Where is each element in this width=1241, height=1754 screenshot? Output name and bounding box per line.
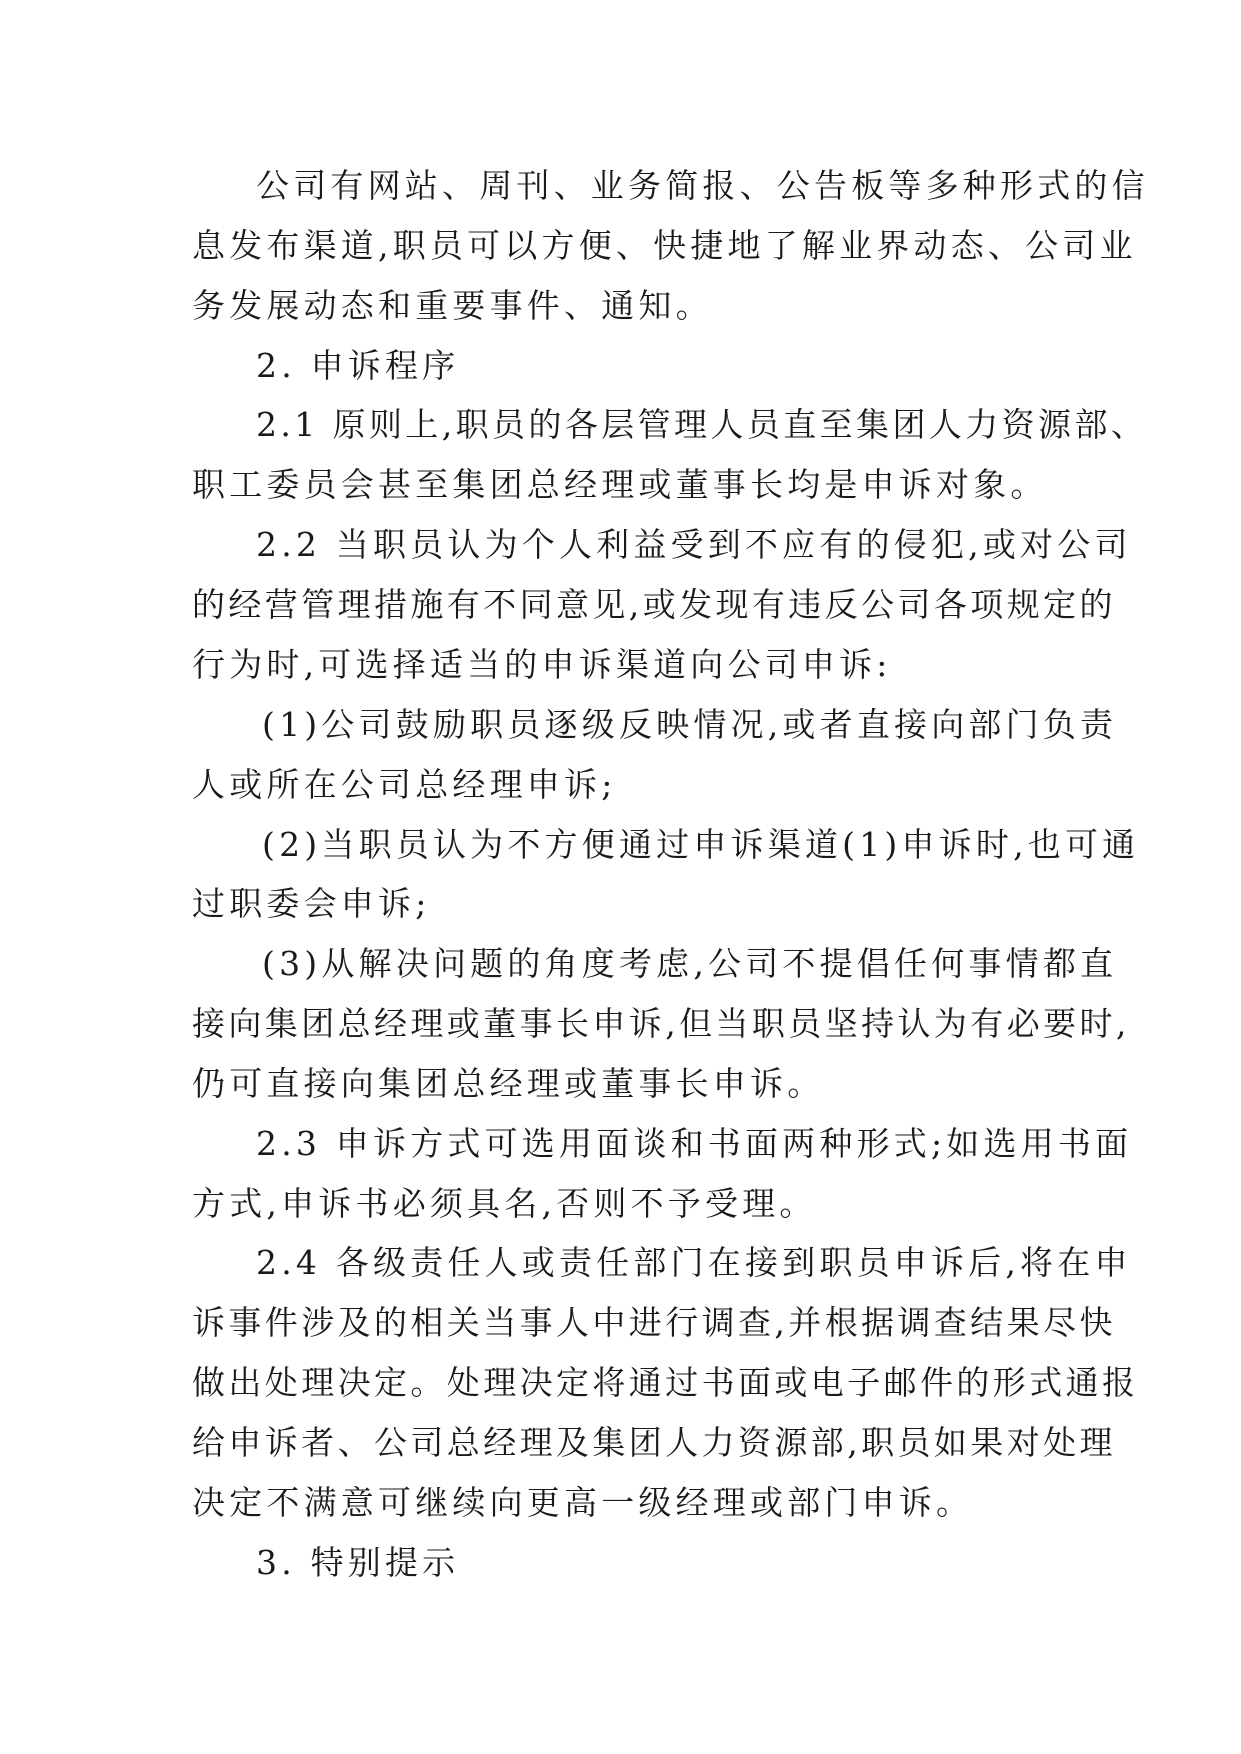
- paragraph-line: 2.3 申诉方式可选用面谈和书面两种形式;如选用书面: [256, 1124, 1133, 1163]
- paragraph-line: 2.1 原则上,职员的各层管理人员直至集团人力资源部、: [256, 405, 1148, 444]
- paragraph-line: 行为时,可选择适当的申诉渠道向公司申诉:: [192, 645, 892, 684]
- paragraph-line: 职工委员会甚至集团总经理或董事长均是申诉对象。: [192, 465, 1048, 504]
- list-item-line: 人或所在公司总经理申诉;: [192, 765, 617, 804]
- paragraph-line: 方式,申诉书必须具名,否则不予受理。: [192, 1184, 817, 1223]
- list-item-line: (3)从解决问题的角度考虑,公司不提倡任何事情都直: [262, 944, 1118, 983]
- paragraph-line: 诉事件涉及的相关当事人中进行调查,并根据调查结果尽快: [192, 1303, 1116, 1342]
- paragraph-line: 给申诉者、公司总经理及集团人力资源部,职员如果对处理: [192, 1423, 1116, 1462]
- list-item-line: 过职委会申诉;: [192, 884, 431, 923]
- paragraph-line: 公司有网站、周刊、业务简报、公告板等多种形式的信: [256, 166, 1149, 205]
- paragraph-line: 的经营管理措施有不同意见,或发现有违反公司各项规定的: [192, 585, 1116, 624]
- paragraph-line: 做出处理决定。处理决定将通过书面或电子邮件的形式通报: [192, 1363, 1139, 1402]
- paragraph-line: 息发布渠道,职员可以方便、快捷地了解业界动态、公司业: [192, 226, 1137, 265]
- paragraph-line: 2.2 当职员认为个人利益受到不应有的侵犯,或对公司: [256, 525, 1132, 564]
- list-item-line: (1)公司鼓励职员逐级反映情况,或者直接向部门负责: [262, 705, 1118, 744]
- paragraph-line: 决定不满意可继续向更高一级经理或部门申诉。: [192, 1483, 974, 1522]
- section-heading: 3. 特别提示: [256, 1543, 460, 1582]
- paragraph-line: 2.4 各级责任人或责任部门在接到职员申诉后,将在申: [256, 1243, 1132, 1282]
- section-heading: 2. 申诉程序: [256, 346, 460, 385]
- list-item-line: 仍可直接向集团总经理或董事长申诉。: [192, 1064, 825, 1103]
- list-item-line: (2)当职员认为不方便通过申诉渠道(1)申诉时,也可通: [262, 825, 1140, 864]
- paragraph-line: 务发展动态和重要事件、通知。: [192, 286, 713, 325]
- list-item-line: 接向集团总经理或董事长申诉,但当职员坚持认为有必要时,: [192, 1004, 1130, 1043]
